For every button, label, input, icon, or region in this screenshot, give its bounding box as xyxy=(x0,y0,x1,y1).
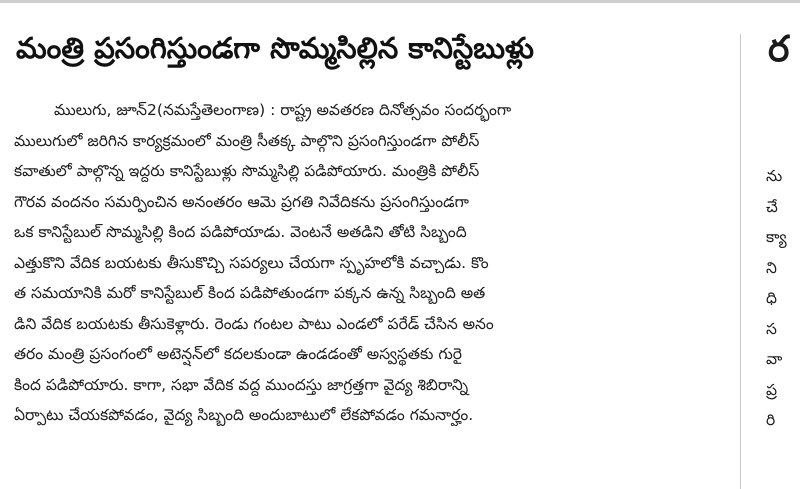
adjacent-article-line: ను xyxy=(766,167,783,185)
adjacent-article-line: ప్ర xyxy=(766,380,778,399)
adjacent-article-line: ధి xyxy=(766,289,777,307)
adjacent-article-line: వా xyxy=(766,350,783,368)
adjacent-article-line: రి xyxy=(766,411,776,429)
article-line: కవాతులో పాల్గొన్న ఇద్దరు కానిస్టేబుళ్లు సొమ్మసిల్లి పడిపోయారు. మంత్రికి పోలీస్ xyxy=(14,162,480,180)
adjacent-article-headline: ర xyxy=(768,29,790,70)
article-line: త సమయానికి మరో కానిస్టేబుల్ కింద పడిపోతుండగా పక్కన ఉన్న సిబ్బంది అత xyxy=(14,284,486,302)
article-line: గౌరవ వందనం సమర్పించిన అనంతరం ఆమె ప్రగతి నివేదికను ప్రసంగిస్తుండగా xyxy=(14,192,469,211)
article-headline: మంత్రి ప్రసంగిస్తుండగా సొమ్మసిల్లిన కానిస్టేబుళ్లు xyxy=(16,31,534,65)
article-line: ములుగులో జరిగిన కార్యక్రమంలో మంత్రి సీతక్క పాల్గొని ప్రసంగిస్తుండగా పోలీస్ xyxy=(14,131,480,150)
adjacent-article-line: చే xyxy=(766,197,778,216)
adjacent-article-body xyxy=(766,161,787,436)
article-line: ఏర్పాటు చేయకపోవడం, వైద్య సిబ్బంది అందుబాటులో లేకపోవడం గమనార్హం. xyxy=(14,406,474,424)
top-rule xyxy=(0,0,800,3)
article-line: డిని వేదిక బయటకు తీసుకెళ్లారు. రెండు గంటల పాటు ఎండలో పరేడ్ చేసిన అనం xyxy=(14,314,494,333)
article-line: కింద పడిపోయారు. కాగా, సభా వేదిక వద్ద ముందస్తు జాగ్రత్తగా వైద్య శిబిరాన్ని xyxy=(14,375,469,394)
article-line: ఒక కానిస్టేబుల్ సొమ్మసిల్లి కింద పడిపోయాడు. వెంటనే అతడిని తోటి సిబ్బంది xyxy=(14,223,467,241)
article-line: ఎత్తుకొని వేదిక బయటకు తీసుకొచ్చి సపర్యలు చేయగా స్పృహలోకి వచ్చాడు. కొం xyxy=(14,253,489,272)
adjacent-article-line: క్యా xyxy=(766,228,787,246)
column-divider xyxy=(740,34,741,489)
article-line: తరం మంత్రి ప్రసంగంలో అటెన్షన్‌లో కదలకుండా ఉండడంతో అస్వస్థతకు గురై xyxy=(14,345,462,363)
adjacent-article-line: స xyxy=(766,319,777,338)
article-body xyxy=(14,95,726,431)
article-line: ములుగు, జూన్2(నమస్తేతెలంగాణ) : రాష్ట్ర అవతరణ దినోత్సవం సందర్భంగా xyxy=(54,101,512,119)
adjacent-article-line: ని xyxy=(766,258,777,277)
